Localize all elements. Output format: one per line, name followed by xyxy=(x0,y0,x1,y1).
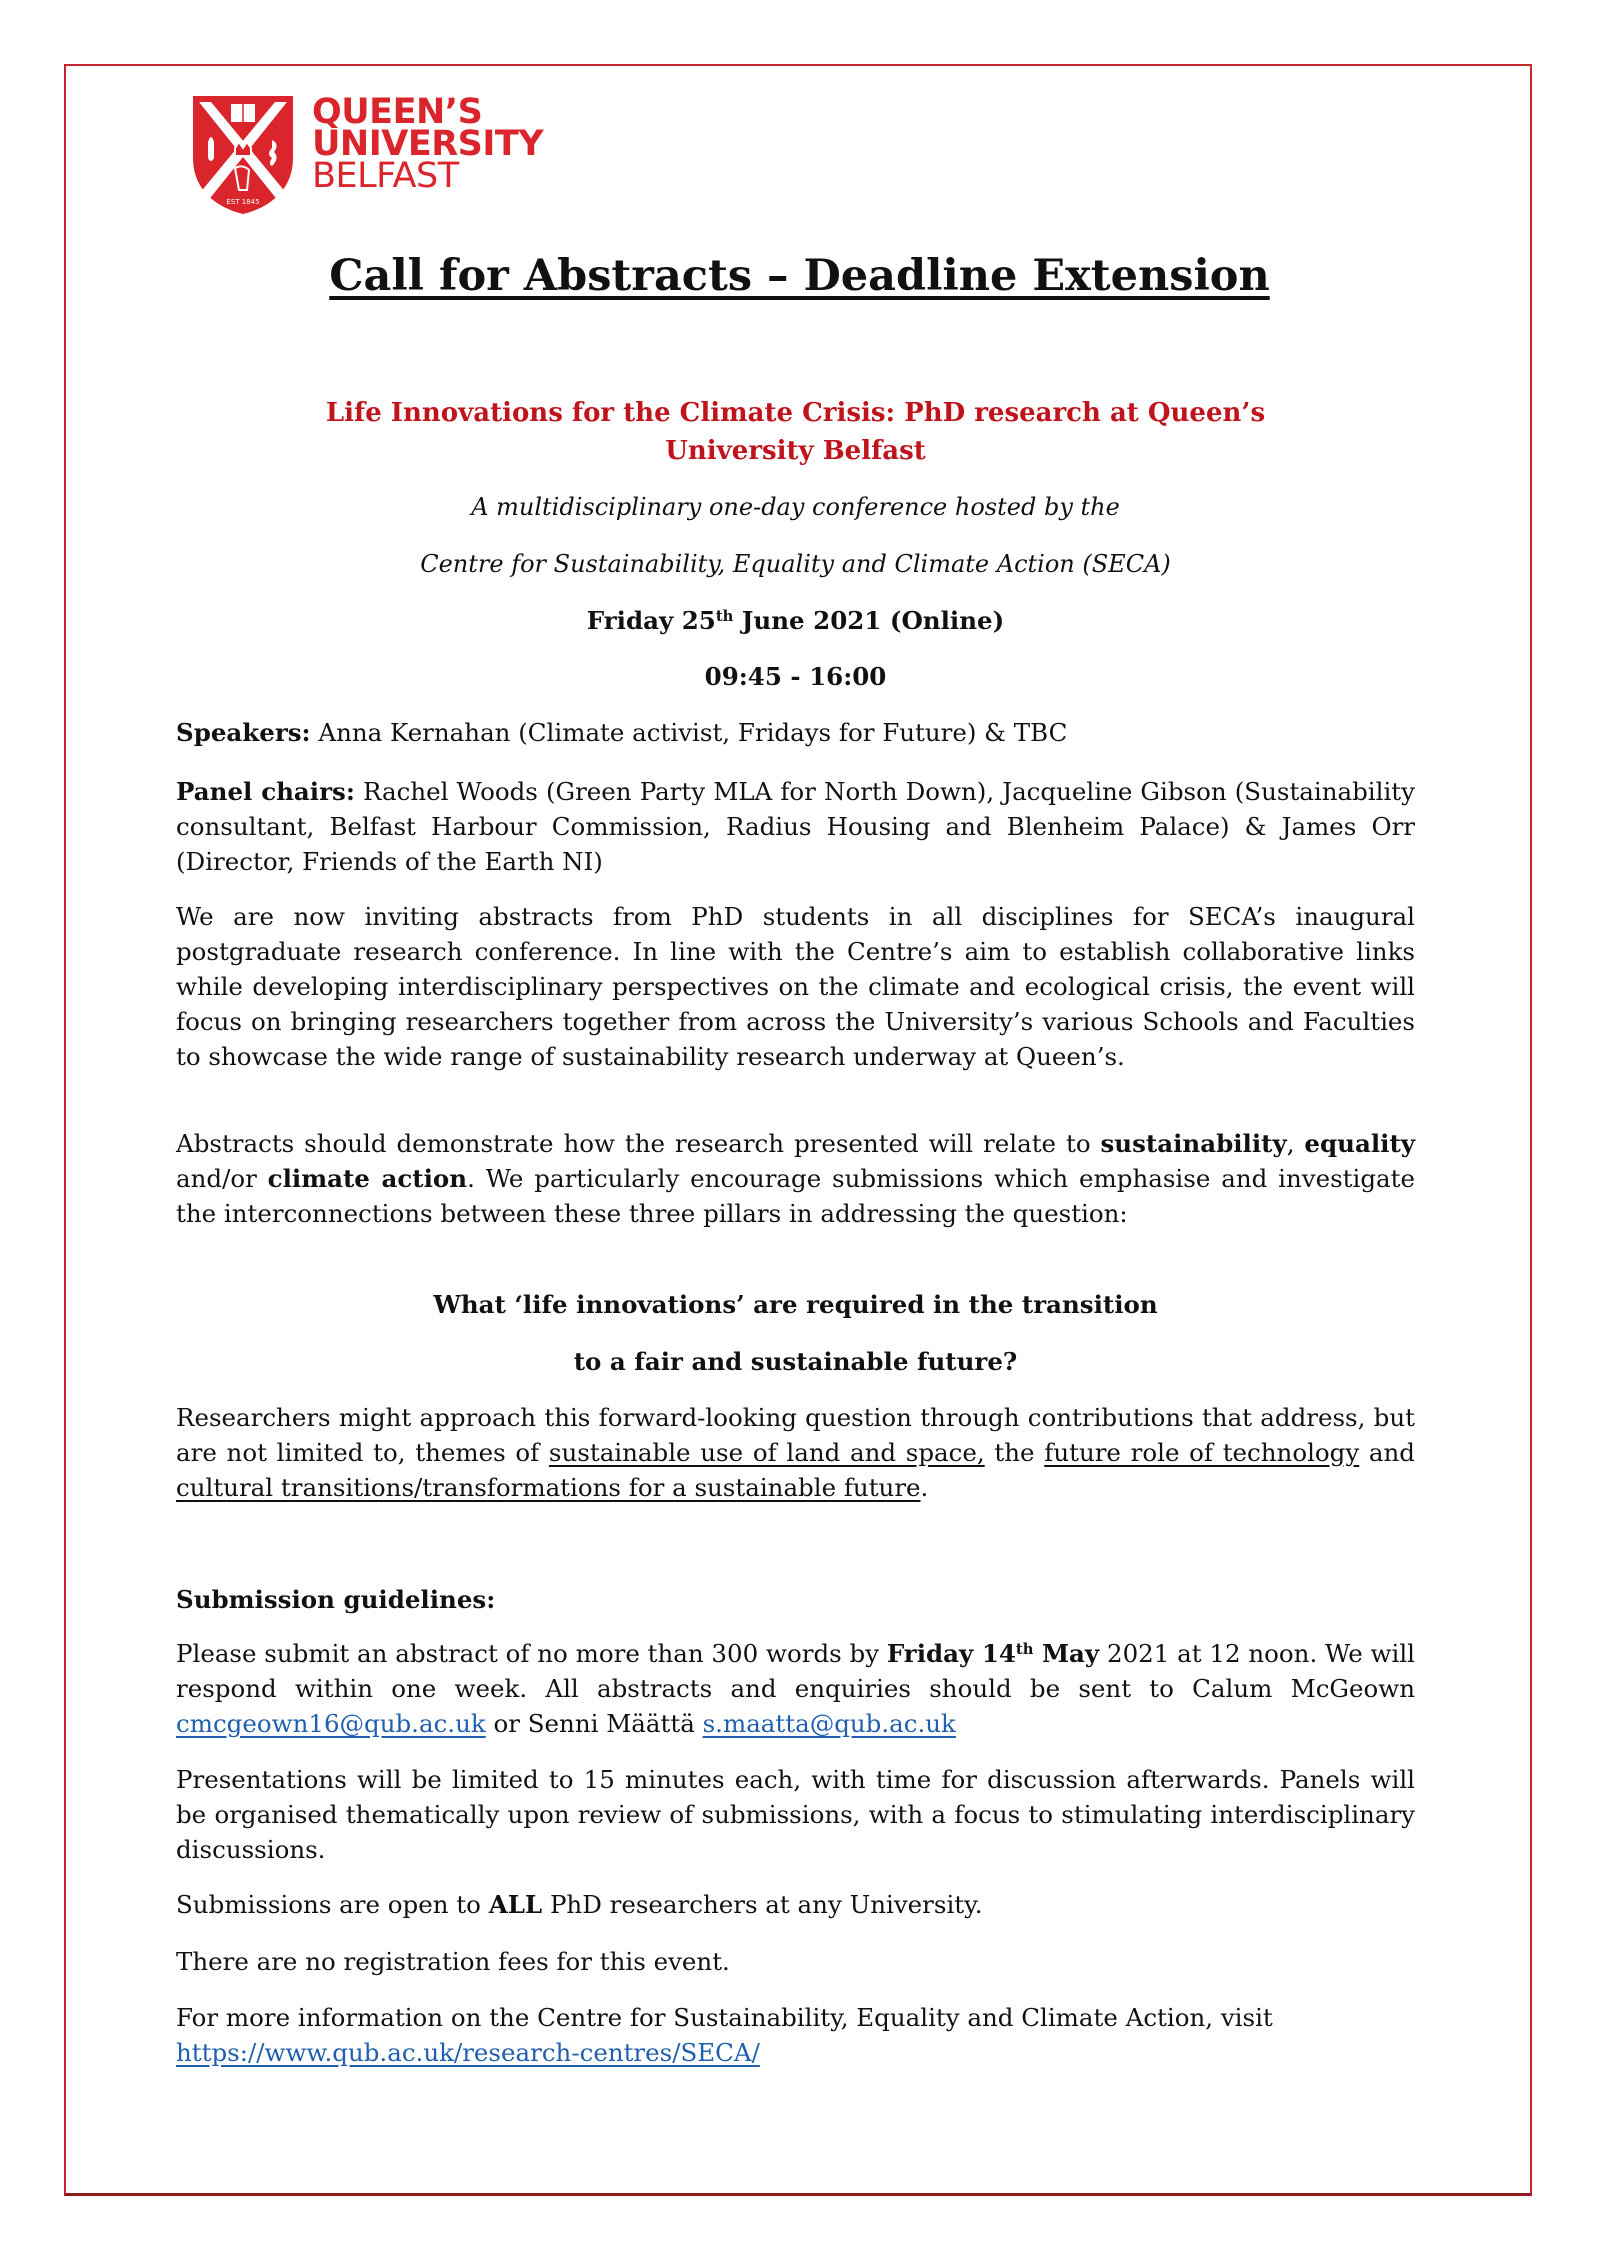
submission-guidelines-heading: Submission guidelines: xyxy=(176,1585,496,1614)
submission-deadline-paragraph xyxy=(176,1636,1415,1741)
abstracts-text-2: , xyxy=(1286,1129,1305,1158)
abstracts-text-4: . We particularly encourage submissions which emphasise and investigate the interconnections between these three pillars in addressing the question: xyxy=(176,1164,1415,1228)
deadline-month: May xyxy=(1033,1639,1100,1668)
page-title-text: Call for Abstracts – Deadline Extension xyxy=(329,251,1270,301)
eligibility-text-2: PhD researchers at any University. xyxy=(542,1890,983,1919)
presentations-paragraph: Presentations will be limited to 15 minutes each, with time for discussion afterwards. Panels will be organised thematically upon review of submissions, with a focus to stimulating interdisciplinary discussions. xyxy=(176,1765,1415,1864)
event-name-heading xyxy=(176,394,1415,470)
speakers-text: Anna Kernahan (Climate activist, Fridays for Future) & TBC xyxy=(310,718,1068,747)
eligibility-all: ALL xyxy=(488,1890,543,1919)
theme-cultural-transitions: cultural transitions/transformations for a sustainable future xyxy=(176,1473,921,1502)
intro-paragraph: We are now inviting abstracts from PhD students in all disciplines for SECA’s inaugural postgraduate research conference. In line with the Centre’s aim to establish collaborative links while developing interdisciplinary perspectives on the climate and ecological crisis, the event will focus on bringing researchers together from across the University’s various Schools and Faculties to showcase the wide range of sustainability research underway at Queen’s. xyxy=(176,902,1415,1071)
abstracts-paragraph xyxy=(176,1126,1415,1231)
event-name-line-2: University Belfast xyxy=(665,436,926,466)
themes-paragraph xyxy=(176,1400,1415,1505)
panel-chairs-label: Panel chairs: xyxy=(176,777,355,806)
submission-deadline xyxy=(887,1639,1099,1668)
pillar-equality: equality xyxy=(1304,1129,1415,1158)
event-name-line-1: Life Innovations for the Climate Crisis: PhD research at Queen’s xyxy=(325,398,1266,428)
theme-technology: future role of technology xyxy=(1044,1438,1360,1467)
eligibility-text-1: Submissions are open to xyxy=(176,1890,489,1919)
university-crest-icon xyxy=(193,96,293,214)
themes-text-3: and xyxy=(1359,1438,1415,1467)
page-title xyxy=(0,250,1599,302)
themes-text-1: Researchers might approach this forward-looking question through contributions that address, but are not limited to, themes of xyxy=(176,1403,1415,1467)
logo-line-university: UNIVERSITY xyxy=(312,124,544,164)
event-date xyxy=(176,603,1415,638)
more-info-text: For more information on the Centre for Sustainability, Equality and Climate Action, visit xyxy=(176,2003,1273,2032)
logo-line-queens: QUEEN’S xyxy=(312,92,483,132)
abstracts-text-3: and/or xyxy=(176,1164,268,1193)
panel-chairs-paragraph xyxy=(176,774,1415,879)
email-link-smaatta[interactable]: s.maatta@qub.ac.uk xyxy=(702,1709,956,1738)
abstracts-text-1: Abstracts should demonstrate how the research presented will relate to xyxy=(176,1129,1101,1158)
panel-chairs-text: Rachel Woods (Green Party MLA for North Down), Jacqueline Gibson (Sustainability consultant, Belfast Harbour Commission, Radius Housing and Blenheim Palace) & James Orr (Director, Friends of the Earth NI) xyxy=(176,777,1415,876)
crest-established-text: EST 1845 xyxy=(226,198,260,206)
question-line-1: What ‘life innovations’ are required in the transition xyxy=(433,1290,1158,1319)
email-link-cmcgeown[interactable]: cmcgeown16@qub.ac.uk xyxy=(176,1709,486,1738)
pillar-climate-action: climate action xyxy=(267,1164,468,1193)
deadline-day: Friday 14 xyxy=(886,1639,1016,1668)
university-logo xyxy=(193,92,544,214)
speakers-line xyxy=(176,715,1415,750)
deadline-suffix: th xyxy=(1015,1640,1034,1658)
themes-text-2: the xyxy=(984,1438,1045,1467)
themes-text-4: . xyxy=(920,1473,929,1502)
submission-text-3: or Senni Määttä xyxy=(485,1709,703,1738)
event-subtitle-line-2: Centre for Sustainability, Equality and Climate Action (SECA) xyxy=(420,550,1171,578)
university-wordmark xyxy=(312,92,544,196)
submission-text-2: 2021 at 12 noon. We will respond within one week. All abstracts and enquiries should be sent to Calum McGeown xyxy=(176,1639,1416,1703)
event-date-month-year: June 2021 (Online) xyxy=(733,606,1005,635)
event-date-suffix: th xyxy=(715,607,734,625)
speakers-label: Speakers: xyxy=(176,718,311,747)
submission-text-1: Please submit an abstract of no more than 300 words by xyxy=(176,1639,887,1668)
fees-paragraph: There are no registration fees for this event. xyxy=(176,1947,730,1976)
seca-website-link[interactable]: https://www.qub.ac.uk/research-centres/SECA/ xyxy=(176,2038,760,2067)
eligibility-paragraph xyxy=(176,1887,1415,1922)
logo-line-belfast: BELFAST xyxy=(312,156,459,196)
more-info-paragraph xyxy=(176,2000,1396,2070)
event-time: 09:45 - 16:00 xyxy=(704,662,887,691)
pillar-sustainability: sustainability xyxy=(1100,1129,1287,1158)
theme-land-and-space: sustainable use of land and space, xyxy=(548,1438,985,1467)
event-date-day: Friday 25 xyxy=(586,606,716,635)
question-line-2: to a fair and sustainable future? xyxy=(573,1347,1018,1376)
event-subtitle-line-1: A multidisciplinary one-day conference hosted by the xyxy=(471,493,1120,521)
